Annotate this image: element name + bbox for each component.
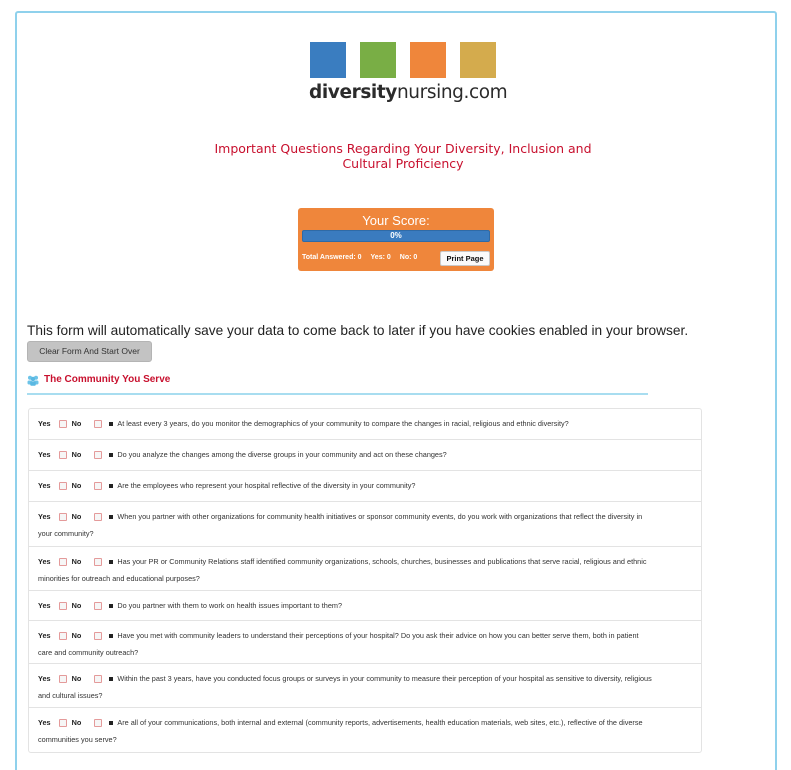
bullet-icon [109,484,113,488]
no-checkbox[interactable] [94,513,102,521]
yes-label: Yes [38,718,51,727]
no-label: No [71,718,82,727]
no-count: No: 0 [399,254,418,261]
score-panel [298,208,494,271]
logo-square-green [360,42,396,78]
question-text: Have you met with community leaders to understand their perceptions of your hospital? Do you ask their advice on how you can better serve them, both in patient [117,631,639,640]
yes-count: Yes: 0 [370,254,391,261]
no-label: No [71,674,82,683]
question-row [29,440,701,471]
total-answered-count: Total Answered: 0 [302,254,362,261]
question-text-continued: your community? [38,529,94,538]
yes-label: Yes [38,631,51,640]
question-text-continued: minorities for outreach and educational purposes? [38,574,200,583]
yes-checkbox[interactable] [59,632,67,640]
bullet-icon [109,453,113,457]
no-checkbox[interactable] [94,719,102,727]
question-row [29,621,701,664]
question-text: Are the employees who represent your hospital reflective of the diversity in your community? [117,481,416,490]
bullet-icon [109,560,113,564]
logo-square-blue [310,42,346,78]
page-title-line2: Cultural Proficiency [342,156,464,171]
section-divider [27,393,648,395]
page-title [200,141,606,171]
question-row [29,547,701,591]
page-title-line1: Important Questions Regarding Your Diversity, Inclusion and [214,141,592,156]
no-checkbox[interactable] [94,451,102,459]
yes-label: Yes [38,674,51,683]
no-label: No [71,512,82,521]
no-checkbox[interactable] [94,602,102,610]
logo-wordmark [309,82,508,103]
yes-label: Yes [38,601,51,610]
question-row [29,409,701,440]
question-text: At least every 3 years, do you monitor the demographics of your community to compare the changes in racial, religious and ethnic diversity? [117,419,569,428]
yes-checkbox[interactable] [59,513,67,521]
score-label: Your Score: [362,213,430,228]
question-text: Do you partner with them to work on health issues important to them? [117,601,343,610]
question-row [29,708,701,752]
question-text: Do you analyze the changes among the diverse groups in your community and act on these changes? [117,450,447,459]
bullet-icon [109,721,113,725]
no-label: No [71,419,82,428]
yes-label: Yes [38,512,51,521]
question-text: Are all of your communications, both internal and external (community reports, advertisements, health education materials, web sites, etc.), reflective of the diverse [117,718,643,727]
question-text: Has your PR or Community Relations staff identified community organizations, schools, churches, businesses and publications that serve racial, religious and ethnic [117,557,647,566]
score-progress-bar [302,230,490,242]
bullet-icon [109,634,113,638]
bullet-icon [109,604,113,608]
users-icon [27,375,39,386]
section-title: The Community You Serve [44,374,171,385]
bullet-icon [109,422,113,426]
cookie-notice: This form will automatically save your data to come back to later if you have cookies enabled in your browser. [27,323,689,338]
no-checkbox[interactable] [94,675,102,683]
yes-checkbox[interactable] [59,602,67,610]
no-checkbox[interactable] [94,420,102,428]
score-progress-value: 0% [390,231,402,240]
yes-checkbox[interactable] [59,719,67,727]
question-text: When you partner with other organizations for community health initiatives or sponsor community events, do you work with organizations that reflect the diversity in [117,512,643,521]
question-row [29,664,701,708]
question-text: Within the past 3 years, have you conducted focus groups or surveys in your community to measure their perception of your hospital as sensitive to diversity, religious [117,674,652,683]
yes-checkbox[interactable] [59,420,67,428]
diversitynursing-logo [309,42,508,108]
no-label: No [71,601,82,610]
no-checkbox[interactable] [94,632,102,640]
yes-label: Yes [38,481,51,490]
yes-label: Yes [38,450,51,459]
question-text-continued: communities you serve? [38,735,117,744]
bullet-icon [109,677,113,681]
no-checkbox[interactable] [94,482,102,490]
bullet-icon [109,515,113,519]
print-page-button[interactable]: Print Page [440,251,490,266]
question-text-continued: and cultural issues? [38,691,103,700]
yes-checkbox[interactable] [59,482,67,490]
question-row [29,471,701,502]
score-stats [302,254,426,261]
no-label: No [71,450,82,459]
logo-brand-bold: diversity [309,82,397,103]
yes-label: Yes [38,419,51,428]
question-row [29,502,701,547]
no-label: No [71,481,82,490]
question-text-continued: care and community outreach? [38,648,139,657]
logo-square-orange [410,42,446,78]
yes-label: Yes [38,557,51,566]
yes-checkbox[interactable] [59,558,67,566]
question-row [29,591,701,621]
yes-checkbox[interactable] [59,675,67,683]
questions-list [28,408,702,753]
no-checkbox[interactable] [94,558,102,566]
logo-brand-regular: nursing.com [396,82,508,103]
no-label: No [71,631,82,640]
logo-square-gold [460,42,496,78]
no-label: No [71,557,82,566]
yes-checkbox[interactable] [59,451,67,459]
clear-form-button[interactable]: Clear Form And Start Over [27,341,152,362]
